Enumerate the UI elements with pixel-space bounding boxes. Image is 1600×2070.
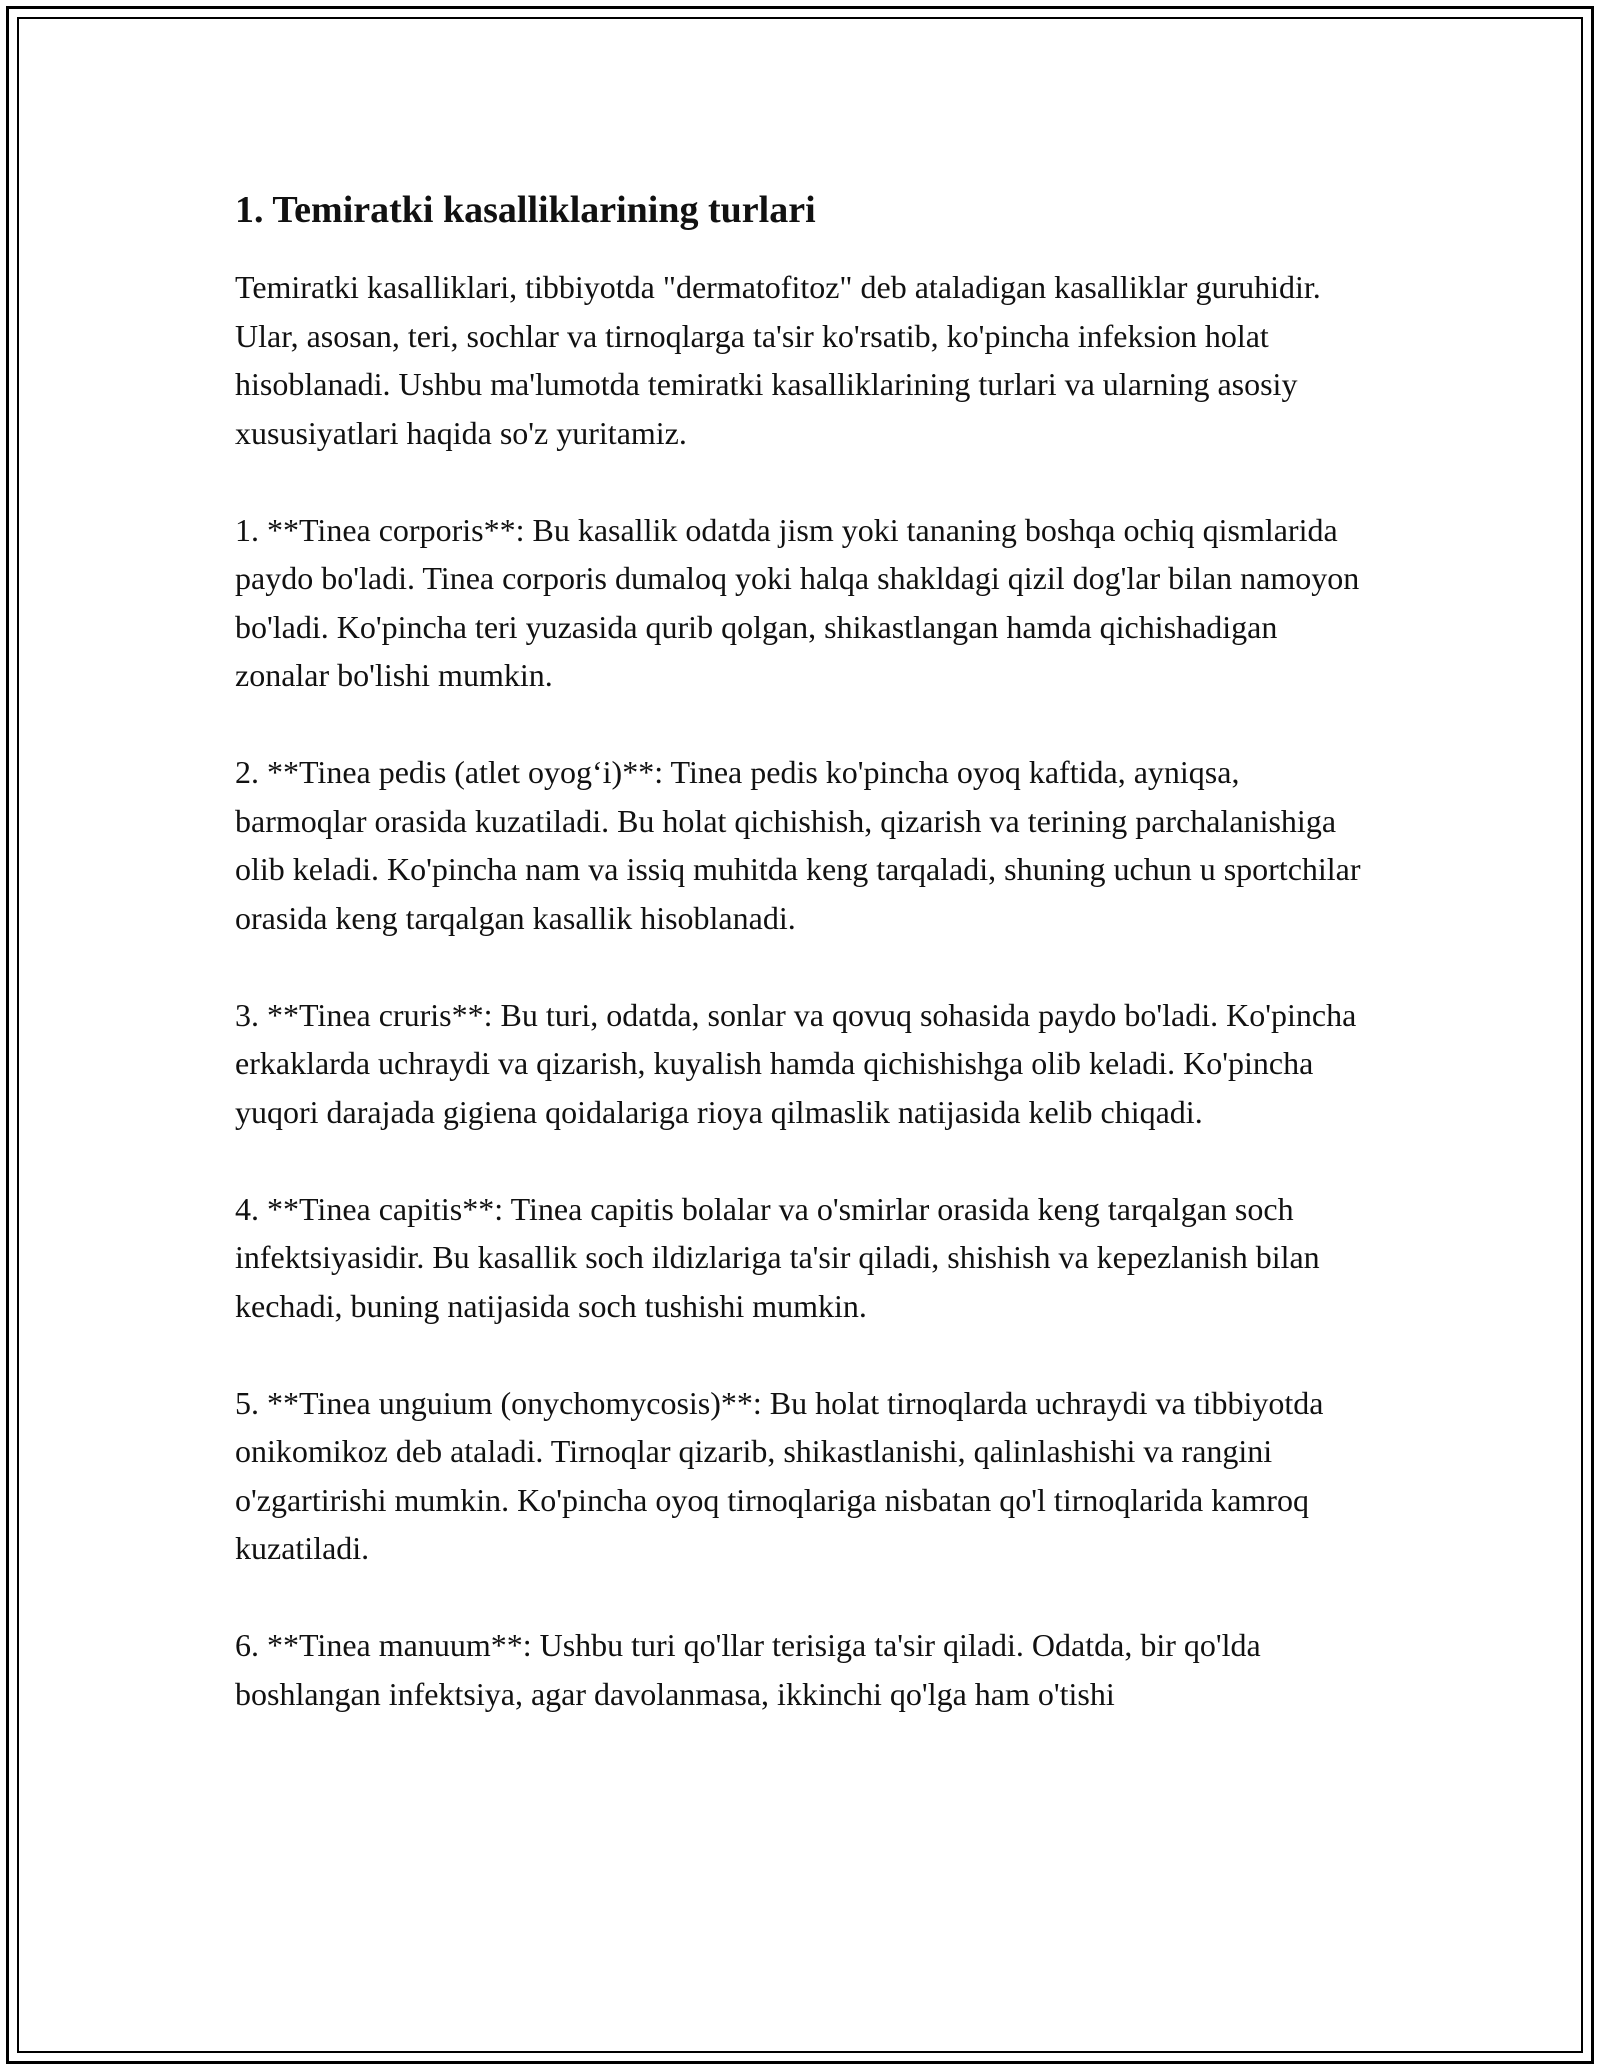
intro-paragraph: Temiratki kasalliklari, tibbiyotda "dermatofitoz" deb ataladigan kasalliklar guruhidir. Ular, asosan, teri, sochlar va tirnoqlarga ta'sir ko'rsatib, ko'pincha infeksion holat hisoblanadi. Ushbu ma'lumotda temiratki kasalliklarining turlari va ularning asosiy xususiyatlari haqida so'z yuritamiz. [235, 269, 1321, 451]
paragraph-tinea-corporis: 1. **Tinea corporis**: Bu kasallik odatda jism yoki tananing boshqa ochiq qismlarida paydo bo'ladi. Tinea corporis dumaloq yoki halqa shakldagi qizil dog'lar bilan namoyon bo'ladi. Ko'pincha teri yuzasida qurib qolgan, shikastlangan hamda qichishadigan zonalar bo'lishi mumkin. [235, 511, 1360, 693]
paragraph-tinea-cruris: 3. **Tinea cruris**: Bu turi, odatda, sonlar va qovuq sohasida paydo bo'ladi. Ko'pincha erkaklarda uchraydi va qizarish, kuyalish hamda qichishishga olib keladi. Ko'pincha yuqori darajada gigiena qoidalariga rioya qilmaslik natijasida kelib chiqadi. [235, 996, 1357, 1130]
paragraph-tinea-capitis: 4. **Tinea capitis**: Tinea capitis bolalar va o'smirlar orasida keng tarqalgan soch infektsiyasidir. Bu kasallik soch ildizlariga ta'sir qiladi, shishish va kepezlanish bilan kechadi, buning natijasida soch tushishi mumkin. [235, 1190, 1320, 1324]
paragraph-tinea-manuum: 6. **Tinea manuum**: Ushbu turi qo'llar terisiga ta'sir qiladi. Odatda, bir qo'lda boshlangan infektsiya, agar davolanmasa, ikkinchi qo'lga ham o'tishi [235, 1627, 1261, 1712]
document-title: 1. Temiratki kasalliklarining turlari [235, 189, 816, 231]
document-body [235, 185, 1375, 1767]
paragraph-tinea-unguium: 5. **Tinea unguium (onychomycosis)**: Bu holat tirnoqlarda uchraydi va tibbiyotda onikomikoz deb ataladi. Tirnoqlar qizarib, shikastlanishi, qalinlashishi va rangini o'zgartirishi mumkin. Ko'pincha oyoq tirnoqlariga nisbatan qo'l tirnoqlarida kamroq kuzatiladi. [235, 1384, 1324, 1566]
paragraph-tinea-pedis: 2. **Tinea pedis (atlet oyog‘i)**: Tinea pedis ko'pincha oyoq kaftida, ayniqsa, barmoqlar orasida kuzatiladi. Bu holat qichishish, qizarish va terining parchalanishiga olib keladi. Ko'pincha nam va issiq muhitda keng tarqaladi, shuning uchun u sportchilar orasida keng tarqalgan kasallik hisoblanadi. [235, 754, 1361, 936]
